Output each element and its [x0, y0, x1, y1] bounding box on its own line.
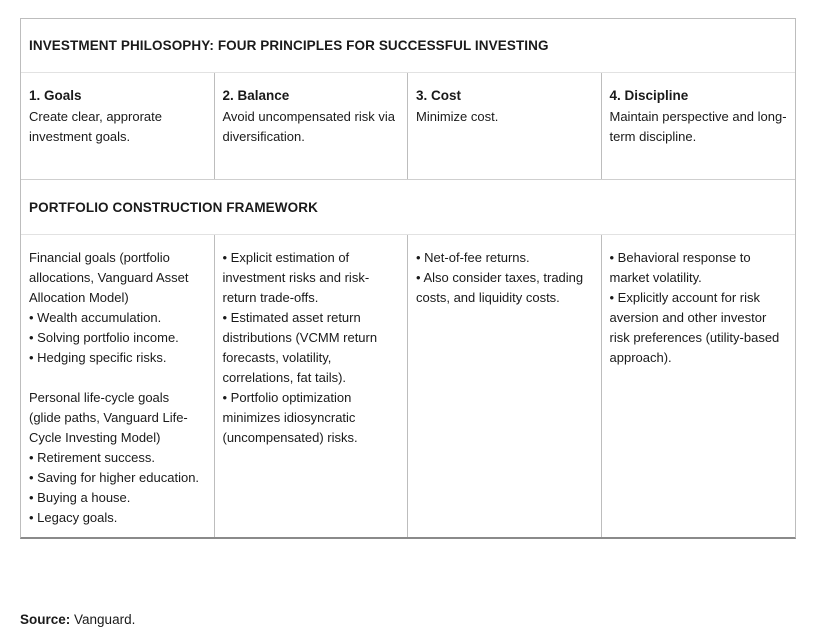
philosophy-table: [20, 18, 796, 539]
source-note: [20, 612, 135, 627]
principle-balance-cell: [215, 73, 409, 179]
bullet-item: • Retirement success.: [29, 450, 155, 465]
text-line: investment risks and risk-: [222, 270, 370, 285]
principle-title: 2. Balance: [222, 88, 290, 103]
framework-row: [21, 235, 795, 537]
text-line: minimizes idiosyncratic: [222, 410, 356, 425]
bullet-item: • Legacy goals.: [29, 510, 118, 525]
principles-row: [21, 73, 795, 179]
principle-cost-cell: [408, 73, 602, 179]
text-line: (glide paths, Vanguard Life-: [29, 410, 188, 425]
framework-balance-cell: [215, 235, 409, 537]
source-text: Vanguard.: [74, 612, 136, 627]
framework-cost-cell: [408, 235, 602, 537]
bullet-item: • Behavioral response to: [609, 250, 751, 265]
bullet-item: • Explicit estimation of: [222, 250, 350, 265]
text-line: risk preferences (utility-based: [609, 330, 780, 345]
text-line: (uncompensated) risks.: [222, 430, 358, 445]
bullet-item: • Wealth accumulation.: [29, 310, 162, 325]
principle-text: Avoid uncompensated risk via diversification.: [222, 109, 395, 144]
text-line: distributions (VCMM return: [222, 330, 378, 345]
bullet-item: • Explicitly account for risk: [609, 290, 760, 305]
principle-title: 1. Goals: [29, 88, 82, 103]
bullet-item: • Portfolio optimization: [222, 390, 352, 405]
framework-goals-cell: [21, 235, 215, 537]
principle-title: 4. Discipline: [609, 88, 689, 103]
text-line: forecasts, volatility,: [222, 350, 332, 365]
bullet-item: • Estimated asset return: [222, 310, 361, 325]
text-line: allocations, Vanguard Asset: [29, 270, 189, 285]
source-label: Source:: [20, 612, 71, 627]
text-line: correlations, fat tails).: [222, 370, 347, 385]
portfolio-framework-heading: PORTFOLIO CONSTRUCTION FRAMEWORK: [21, 179, 795, 235]
text-line: Allocation Model): [29, 290, 129, 305]
bullet-item: • Hedging specific risks.: [29, 350, 167, 365]
principle-text: Maintain perspective and long-term discipline.: [609, 109, 787, 144]
bullet-item: • Net-of-fee returns.: [416, 250, 530, 265]
bullet-item: • Also consider taxes, trading: [416, 270, 584, 285]
bullet-item: • Saving for higher education.: [29, 470, 200, 485]
investment-philosophy-heading: INVESTMENT PHILOSOPHY: FOUR PRINCIPLES FOR SUCCESSFUL INVESTING: [21, 19, 795, 73]
bullet-item: • Buying a house.: [29, 490, 131, 505]
text-line: Financial goals (portfolio: [29, 250, 170, 265]
principle-title: 3. Cost: [416, 88, 462, 103]
principle-text: Minimize cost.: [416, 109, 499, 124]
principle-goals-cell: [21, 73, 215, 179]
text-line: Personal life-cycle goals: [29, 390, 170, 405]
paragraph-gap: [29, 368, 206, 388]
principle-text: Create clear, approrate investment goals.: [29, 109, 162, 144]
text-line: Cycle Investing Model): [29, 430, 161, 445]
framework-discipline-cell: [602, 235, 796, 537]
bullet-item: • Solving portfolio income.: [29, 330, 179, 345]
text-line: market volatility.: [609, 270, 702, 285]
text-line: return trade-offs.: [222, 290, 319, 305]
text-line: costs, and liquidity costs.: [416, 290, 560, 305]
text-line: approach).: [609, 350, 672, 365]
principle-discipline-cell: [602, 73, 796, 179]
text-line: aversion and other investor: [609, 310, 767, 325]
